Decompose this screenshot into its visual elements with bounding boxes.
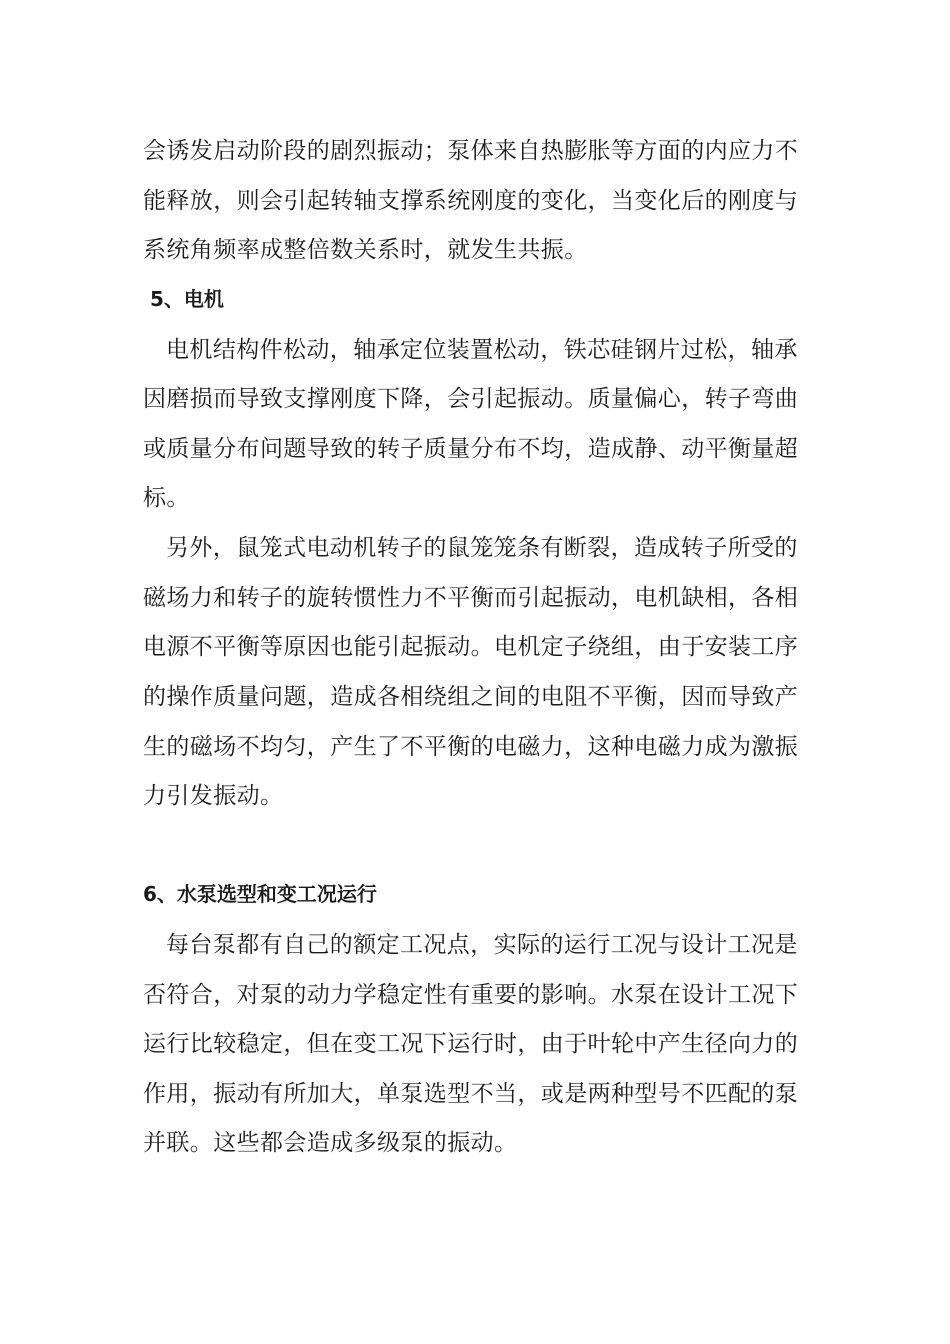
intro-line-2: 能释放，则会引起转轴支撑系统刚度的变化，当变化后的刚度与 <box>143 188 799 214</box>
section-5-para-1-line-3: 或质量分布问题导致的转子质量分布不均，造成静、动平衡量超 <box>143 436 799 462</box>
section-5-para-2-line-6: 力引发振动。 <box>143 783 284 809</box>
section-5-para-1-line-4: 标。 <box>143 485 190 511</box>
intro-line-3: 系统角频率成整倍数关系时，就发生共振。 <box>143 237 588 263</box>
section-6-heading: 6、水泵选型和变工况运行 <box>143 882 377 906</box>
section-5-heading: 5、电机 <box>150 287 224 311</box>
section-5-para-1-line-2: 因磨损而导致支撑刚度下降，会引起振动。质量偏心，转子弯曲 <box>143 386 799 412</box>
section-5-para-2-line-4: 的操作质量问题，造成各相绕组之间的电阻不平衡，因而导致产 <box>143 684 799 710</box>
section-5-para-2-line-1: 另外，鼠笼式电动机转子的鼠笼笼条有断裂，造成转子所受的 <box>166 535 798 561</box>
section-5-para-2-line-2: 磁场力和转子的旋转惯性力不平衡而引起振动，电机缺相，各相 <box>143 585 799 611</box>
section-6-para-1-line-1: 每台泵都有自己的额定工况点，实际的运行工况与设计工况是 <box>166 932 798 958</box>
section-5-para-1-line-1: 电机结构件松动，轴承定位装置松动，铁芯硅钢片过松，轴承 <box>166 337 798 363</box>
section-6-para-1-line-4: 作用，振动有所加大，单泵选型不当，或是两种型号不匹配的泵 <box>143 1081 799 1107</box>
intro-line-1: 会诱发启动阶段的剧烈振动；泵体来自热膨胀等方面的内应力不 <box>143 138 799 164</box>
section-6-para-1-line-5: 并联。这些都会造成多级泵的振动。 <box>143 1130 518 1156</box>
section-5-para-2-line-5: 生的磁场不均匀，产生了不平衡的电磁力，这种电磁力成为激振 <box>143 734 799 760</box>
section-6-para-1-line-2: 否符合，对泵的动力学稳定性有重要的影响。水泵在设计工况下 <box>143 982 799 1008</box>
section-6-para-1-line-3: 运行比较稳定，但在变工况下运行时，由于叶轮中产生径向力的 <box>143 1031 799 1057</box>
section-5-para-2-line-3: 电源不平衡等原因也能引起振动。电机定子绕组，由于安装工序 <box>143 634 799 660</box>
